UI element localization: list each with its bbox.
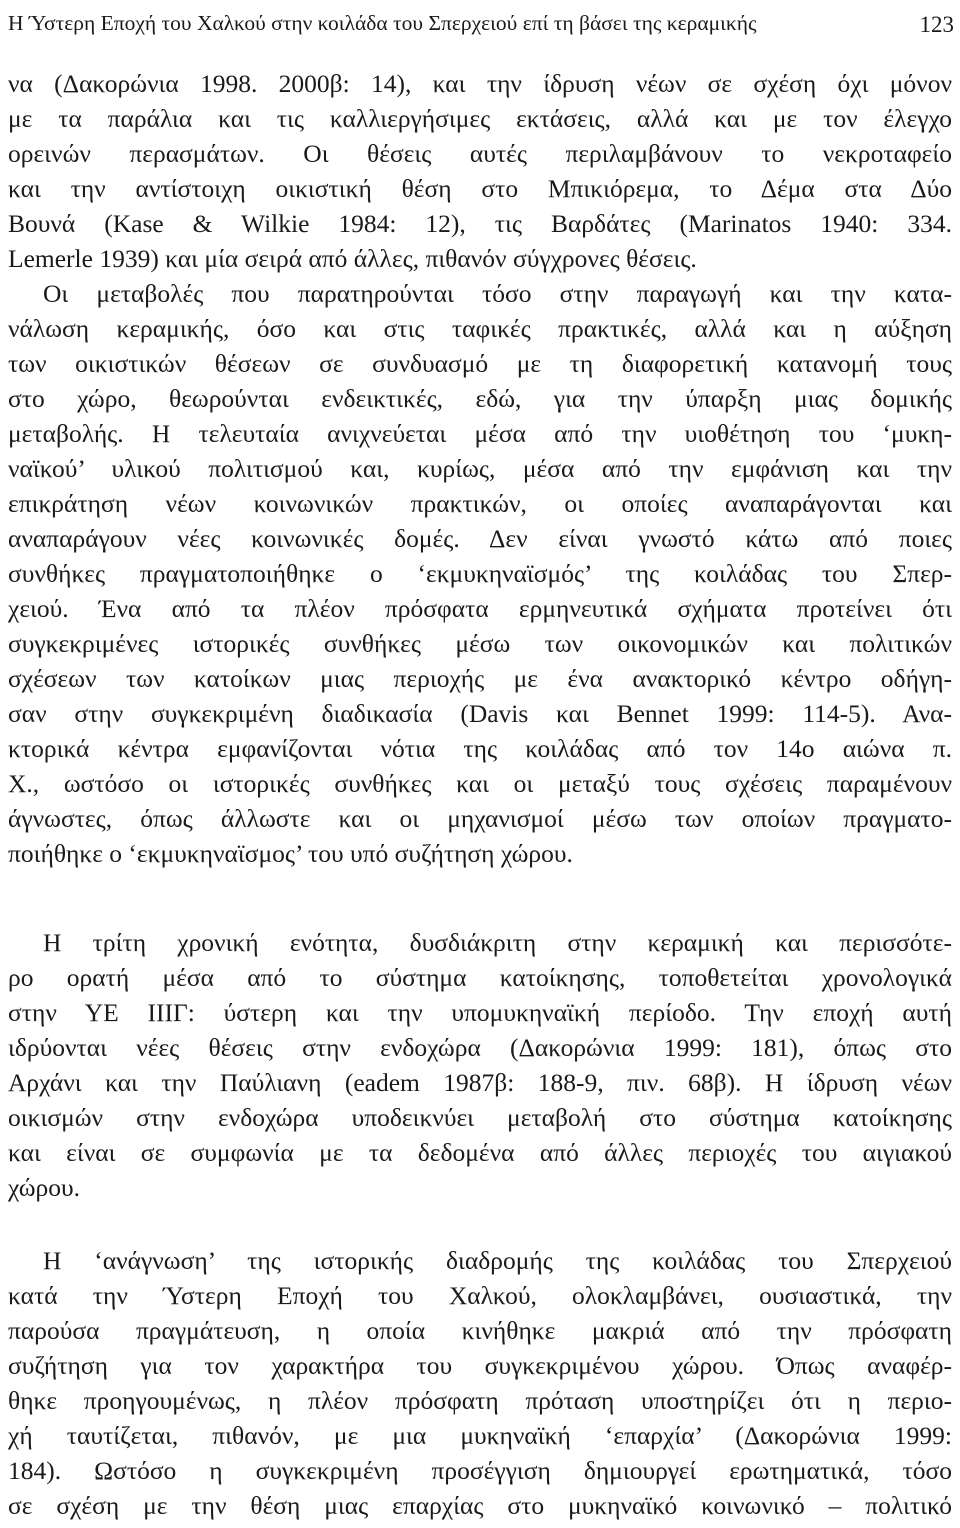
text-line: επικράτηση νέων κοινωνικών πρακτικών, οι οποίες αναπαράγονται και	[8, 489, 952, 518]
text-line: άγνωστες, όπως άλλωστε και οι μηχανισμοί μέσω των οποίων πραγματο-	[8, 804, 952, 833]
text-line: Η τρίτη χρονική ενότητα, δυσδιάκριτη στην κεραμική και περισσότε-	[43, 928, 952, 957]
text-line: χή ταυτίζεται, πιθανόν, με μια μυκηναϊκή ‘επαρχία’ (Δακορώνια 1999:	[8, 1421, 952, 1450]
text-line: 184). Ωστόσο η συγκεκριμένη προσέγγιση δημιουργεί ερωτηματικά, τόσο	[8, 1456, 952, 1485]
text-line: Οι μεταβολές που παρατηρούνται τόσο στην παραγωγή και την κατα-	[43, 279, 952, 308]
text-line: ποιήθηκε ο ‘εκμυκηναϊσμος’ του υπό συζήτηση χώρου.	[8, 839, 573, 868]
text-line: κατά την Ύστερη Εποχή του Χαλκού, ολοκλαμβάνει, ουσιαστικά, την	[8, 1281, 952, 1310]
running-title: Η Ύστερη Εποχή του Χαλκού στην κοιλάδα του Σπερχειού επί τη βάσει της κεραμικής	[8, 11, 757, 35]
text-line: χειού. Ένα από τα πλέον πρόσφατα ερμηνευτικά σχήματα προτείνει ότι	[8, 594, 952, 623]
text-line: στο χώρο, θεωρούνται ενδεικτικές, εδώ, για την ύπαρξη μιας δομικής	[8, 384, 952, 413]
text-line: των οικιστικών θέσεων σε συνδυασμό με τη διαφορετική κατανομή τους	[8, 349, 952, 378]
text-line: μεταβολής. Η τελευταία ανιχνεύεται μέσα από την υιοθέτηση του ‘μυκη-	[8, 419, 952, 448]
text-line: σε σχέση με την θέση μιας επαρχίας στο μυκηναϊκό κοινωνικό – πολιτικό	[8, 1491, 952, 1520]
page-number: 123	[919, 12, 954, 37]
text-line: Χ., ωστόσο οι ιστορικές συνθήκες και οι μεταξύ τους σχέσεις παραμένουν	[8, 769, 952, 798]
text-line: ναϊκού’ υλικού πολιτισμού και, κυρίως, μέσα από την εμφάνιση και την	[8, 454, 952, 483]
text-line: θηκε προηγουμένως, η πλέον πρόσφατη πρόταση υποστηρίζει ότι η περιο-	[8, 1386, 952, 1415]
text-line: με τα παράλια και τις καλλιεργήσιμες εκτάσεις, αλλά και με τον έλεγχο	[8, 104, 952, 133]
text-line: παρούσα πραγμάτευση, η οποία κινήθηκε μακριά από την πρόσφατη	[8, 1316, 952, 1345]
text-line: σαν στην συγκεκριμένη διαδικασία (Davis και Bennet 1999: 114-5). Ανα-	[8, 699, 952, 728]
text-line: σχέσεων των κατοίκων μιας περιοχής με ένα ανακτορικό κέντρο οδήγη-	[8, 664, 952, 693]
text-line: να (Δακορώνια 1998. 2000β: 14), και την ίδρυση νέων σε σχέση όχι μόνον	[8, 69, 952, 98]
text-line: ορεινών περασμάτων. Οι θέσεις αυτές περιλαμβάνουν το νεκροταφείο	[8, 139, 952, 168]
text-line: συνθήκες πραγματοποιήθηκε ο ‘εκμυκηναϊσμός’ της κοιλάδας του Σπερ-	[8, 559, 952, 588]
text-line: Lemerle 1939) και μία σειρά από άλλες, πιθανόν σύγχρονες θέσεις.	[8, 244, 697, 273]
text-line: ρο ορατή μέσα από το σύστημα κατοίκησης, τοποθετείται χρονολογικά	[8, 963, 952, 992]
running-header	[8, 6, 954, 40]
text-line: και είναι σε συμφωνία με τα δεδομένα από άλλες περιοχές του αιγιακού	[8, 1138, 952, 1167]
text-line: και την αντίστοιχη οικιστική θέση στο Μπικιόρεμα, το Δέμα στα Δύο	[8, 174, 952, 203]
text-line: αναπαράγουν νέες κοινωνικές δομές. Δεν είναι γνωστό κάτω από ποιες	[8, 524, 952, 553]
text-line: στην ΥΕ ΙΙΙΓ: ύστερη και την υπομυκηναϊκή περίοδο. Την εποχή αυτή	[8, 998, 952, 1027]
text-line: οικισμών στην ενδοχώρα υποδεικνύει μεταβολή στο σύστημα κατοίκησης	[8, 1103, 952, 1132]
text-line: συζήτηση για τον χαρακτήρα του συγκεκριμένου χώρου. Όπως αναφέρ-	[8, 1351, 952, 1380]
text-line: Αρχάνι και την Παύλιανη (eadem 1987β: 188-9, πιν. 68β). Η ίδρυση νέων	[8, 1068, 952, 1097]
text-line: κτορικά κέντρα εμφανίζονται νότια της κοιλάδας από τον 14ο αιώνα π.	[8, 734, 952, 763]
text-line: νάλωση κεραμικής, όσο και στις ταφικές πρακτικές, αλλά και η αύξηση	[8, 314, 952, 343]
text-line: ιδρύονται νέες θέσεις στην ενδοχώρα (Δακορώνια 1999: 181), όπως στο	[8, 1033, 952, 1062]
text-line: χώρου.	[8, 1173, 81, 1202]
text-line: Βουνά (Kase & Wilkie 1984: 12), τις Βαρδάτες (Marinatos 1940: 334.	[8, 209, 952, 238]
text-line: Η ‘ανάγνωση’ της ιστορικής διαδρομής της κοιλάδας του Σπερχειού	[43, 1246, 952, 1275]
text-line: συγκεκριμένες ιστορικές συνθήκες μέσω των οικονομικών και πολιτικών	[8, 629, 952, 658]
